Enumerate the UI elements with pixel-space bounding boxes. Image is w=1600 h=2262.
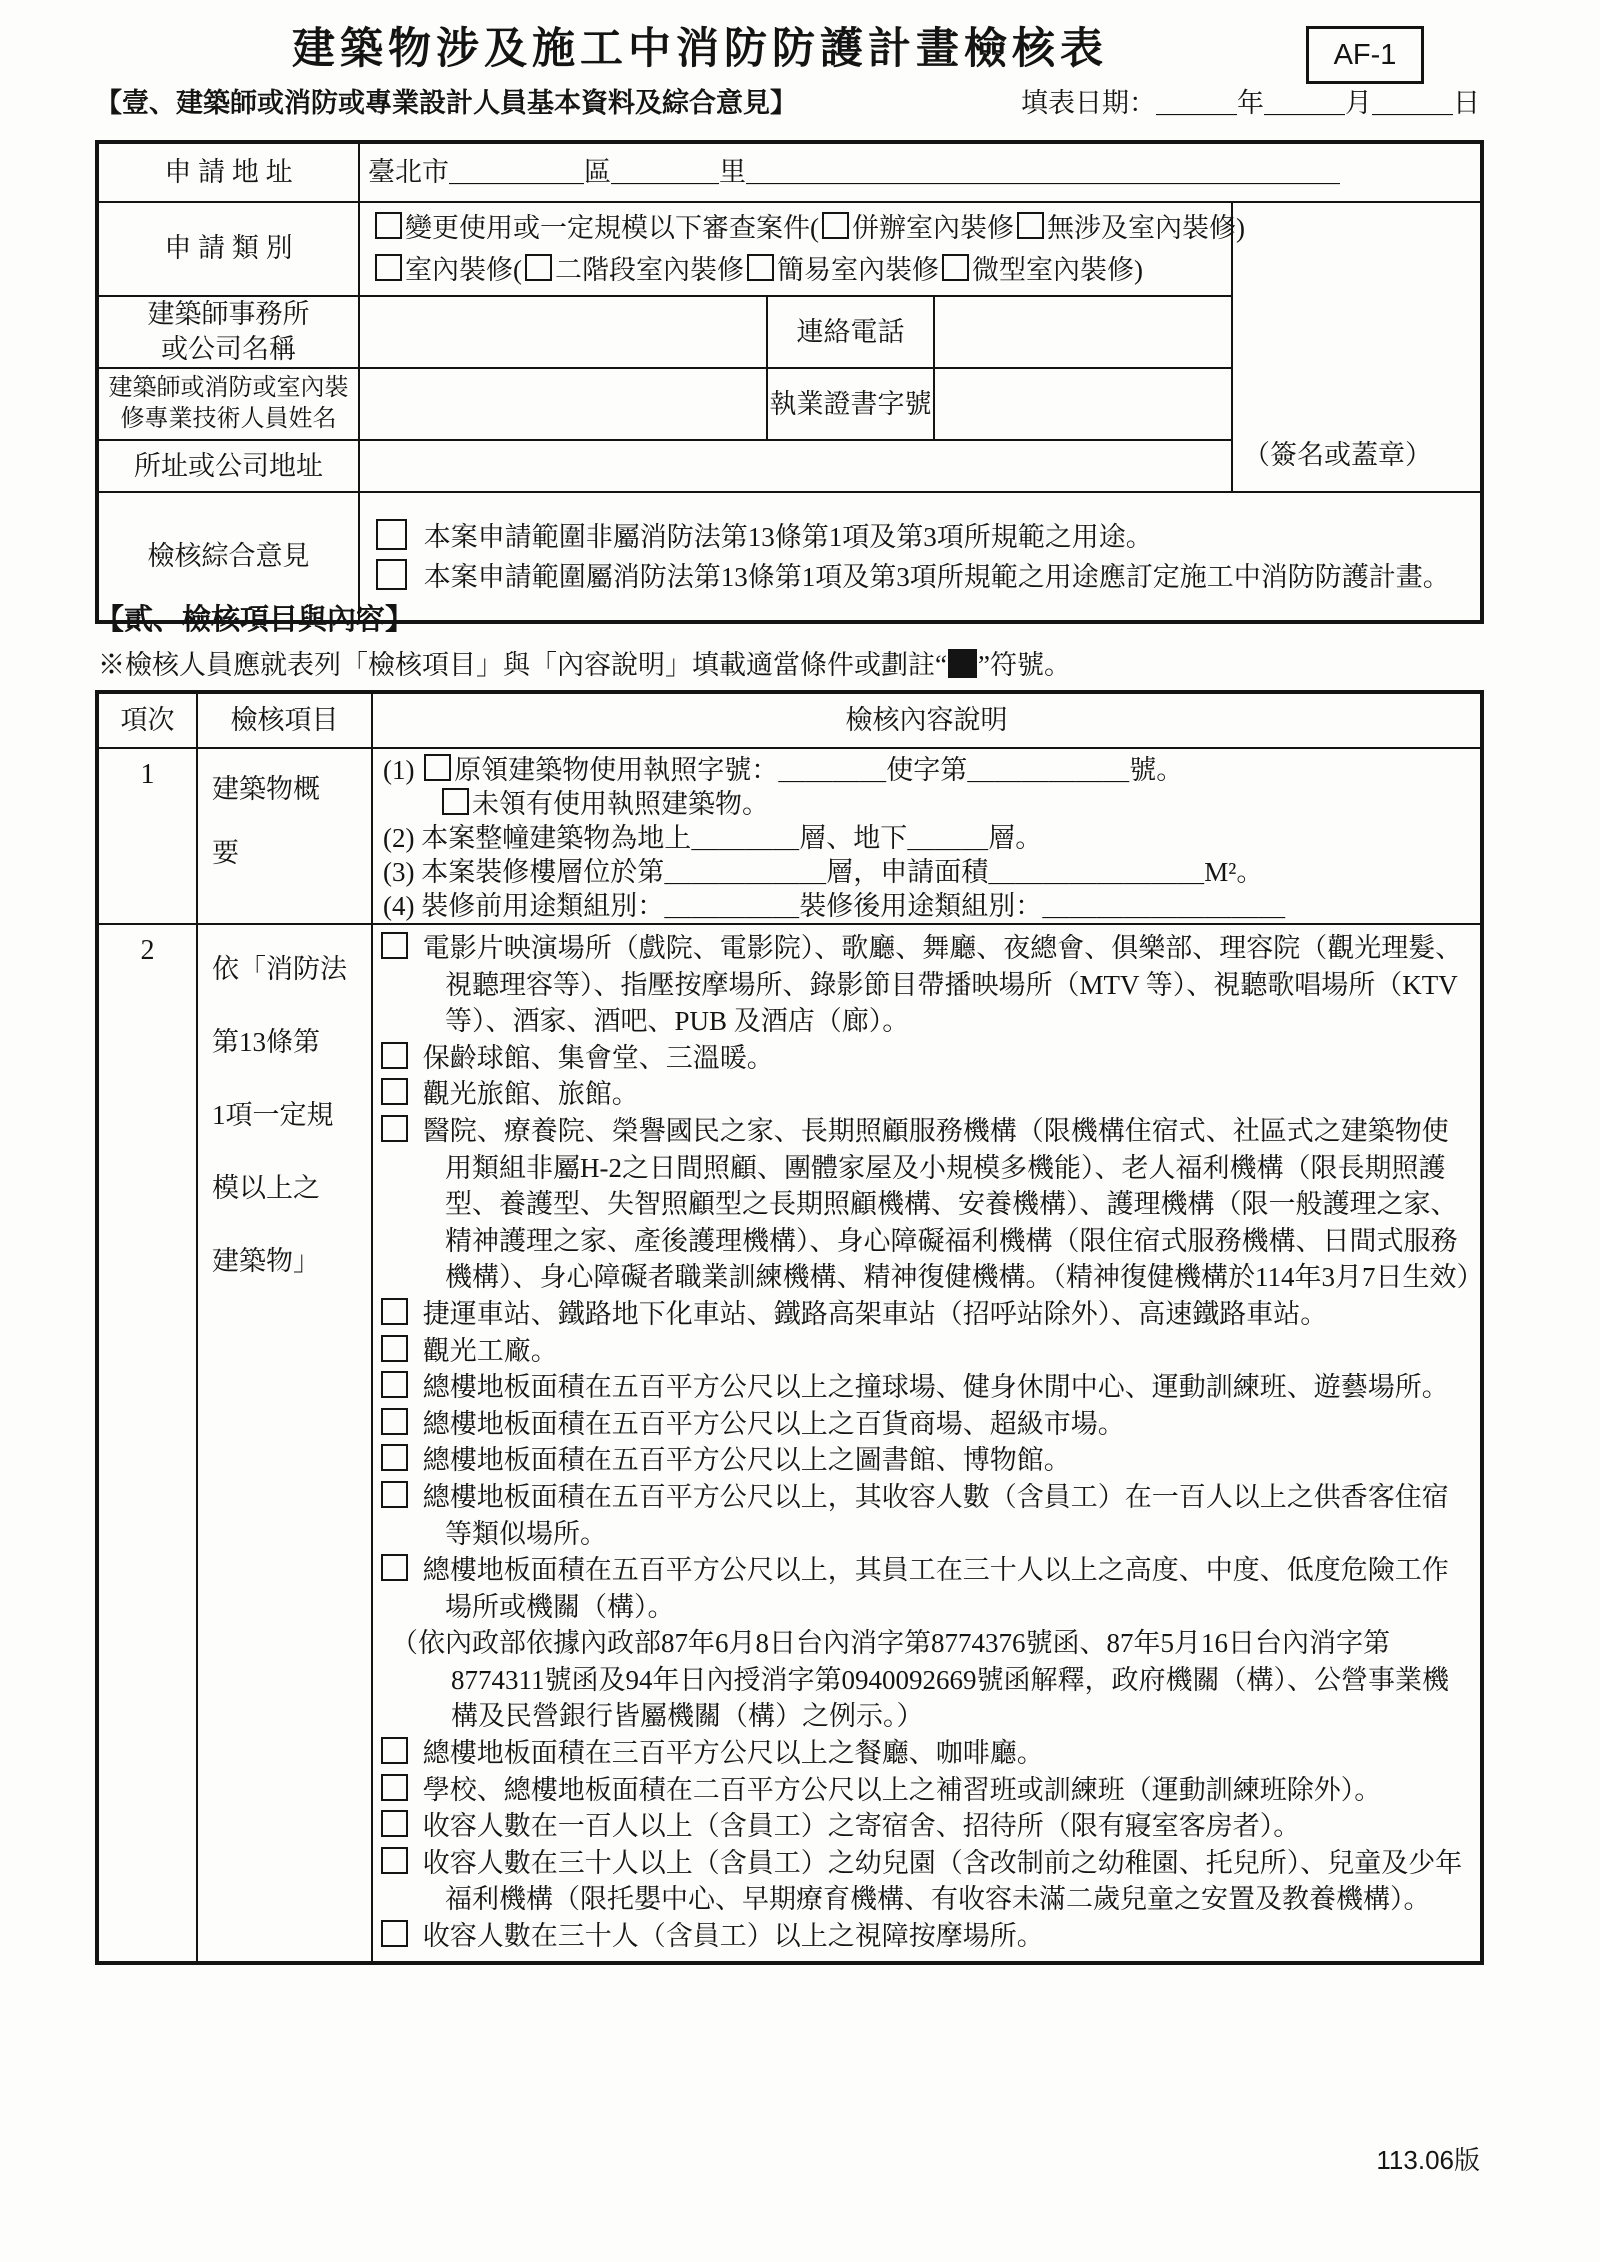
section2-note: ※檢核人員應就表列「檢核項目」與「內容說明」填載適當條件或劃註“ ”符號。: [98, 650, 1071, 680]
person-label-line: 建築師或消防或室內裝: [108, 375, 349, 401]
person-value-field: [359, 368, 767, 440]
checklist-header-row: [97, 692, 1482, 748]
phone-label: 連絡電話: [767, 296, 934, 368]
header-item-no: 項次: [97, 692, 197, 748]
section2-heading: 【貳、檢核項目與內容】: [95, 604, 415, 636]
section1-heading: 【壹、建築師或消防或專業設計人員基本資料及綜合意見】: [95, 88, 797, 118]
row2-content: [372, 924, 1482, 1963]
checkbox-icon: [381, 1737, 408, 1764]
row1-content: [372, 748, 1482, 924]
header-check-content: 檢核內容說明: [372, 692, 1482, 748]
checkbox-icon: [381, 1481, 408, 1508]
checkbox-icon: [381, 1371, 408, 1398]
section1-bar: [95, 86, 1480, 121]
row1-item-line: 要: [212, 838, 239, 868]
checklist-table: [95, 690, 1484, 1965]
row1-item: [197, 748, 372, 924]
checkbox-icon: [1017, 212, 1044, 239]
building-summary-line: (1) 原領建築物使用執照字號：＿＿＿＿使字第＿＿＿＿＿＿號。: [383, 755, 1184, 785]
checkbox-icon: [381, 1554, 408, 1581]
checkbox-icon: [381, 1847, 408, 1874]
checkbox-icon: [381, 1042, 408, 1069]
basic-info-table: [95, 140, 1484, 624]
address-label: 申 請 地 址: [97, 142, 359, 202]
version-label: 113.06版: [1376, 2145, 1480, 2175]
checklist-entry: 收容人數在一百人以上（含員工）之寄宿舍、招待所（限有寢室客房者）。: [379, 1808, 1472, 1845]
checkbox-icon: [822, 212, 849, 239]
opinion-option-line: 本案申請範圍非屬消防法第13條第1項及第3項所規範之用途。: [374, 517, 1466, 557]
row2-number: 2: [97, 924, 197, 1963]
checklist-entry: 收容人數在三十人以上（含員工）之幼兒園（含改制前之幼稚園、托兒所）、兒童及少年福利機構（限托嬰中心、早期療育機構、有收容未滿二歲兒童之安置及教養機構）。: [379, 1845, 1472, 1918]
checklist-entry: 觀光工廠。: [379, 1333, 1472, 1370]
checkbox-icon: [375, 212, 402, 239]
category-label: 申 請 類 別: [97, 202, 359, 296]
row-address: [97, 142, 1482, 202]
checkbox-icon: [381, 932, 408, 959]
row2-item-line: 依「消防法: [212, 954, 347, 984]
firm-value-field: [359, 296, 767, 368]
checklist-entry: 醫院、療養院、榮譽國民之家、長期照顧服務機構（限機構住宿式、社區式之建築物使用類組非屬H-2之日間照顧、團體家屋及小規模多機能）、老人福利機構（限長期照護型、養護型、失智照顧型之長期照顧機構、安養機構）、護理機構（限一般護理之家、精神護理之家、產後護理機構）、身心障礙福利機構（限住宿式服務機構、日間式服務機構）、身心障礙者職業訓練機構、精神復健機構。（精神復健機構於114年3月7日生效）: [379, 1113, 1472, 1296]
checklist-entry: 總樓地板面積在五百平方公尺以上之百貨商場、超級市場。: [379, 1406, 1472, 1443]
opinion-option-line: 本案申請範圍屬消防法第13條第1項及第3項所規範之用途應訂定施工中消防防護計畫。: [374, 557, 1466, 597]
license-value-field: [934, 368, 1232, 440]
firm-label-line: 建築師事務所: [147, 299, 310, 329]
row2-item-line: 1項一定規: [212, 1100, 334, 1130]
checklist-entry: 收容人數在三十人（含員工）以上之視障按摩場所。: [379, 1918, 1472, 1955]
opinion-label: 檢核綜合意見: [97, 492, 359, 622]
signature-cell: [1232, 202, 1482, 492]
checklist-entry: 總樓地板面積在五百平方公尺以上，其員工在三十人以上之高度、中度、低度危險工作場所或機關（構）。: [379, 1552, 1472, 1625]
checklist-entry: 總樓地板面積在五百平方公尺以上之圖書館、博物館。: [379, 1442, 1472, 1479]
checklist-entry: 保齡球館、集會堂、三溫暖。: [379, 1040, 1472, 1077]
opinion-value: [359, 492, 1482, 622]
checklist-entry: 總樓地板面積在五百平方公尺以上，其收容人數（含員工）在一百人以上之供香客住宿等類似場所。: [379, 1479, 1472, 1552]
building-summary-line: (3) 本案裝修樓層位於第＿＿＿＿＿＿層，申請面積＿＿＿＿＿＿＿＿M²。: [383, 857, 1264, 887]
checkbox-icon: [381, 1115, 408, 1142]
row1-item-line: 建築物概: [212, 774, 320, 804]
category-options: [368, 205, 1245, 293]
person-label-line: 修專業技術人員姓名: [120, 406, 337, 433]
checklist-entry: 總樓地板面積在三百平方公尺以上之餐廳、咖啡廳。: [379, 1735, 1472, 1772]
firm-label-line: 或公司名稱: [161, 334, 296, 365]
checklist-row-1: [97, 748, 1482, 924]
row2-item-line: 第13條第: [212, 1027, 320, 1057]
checkbox-icon: [376, 559, 407, 590]
office-label: 所址或公司地址: [97, 440, 359, 492]
checked-box-icon: [948, 649, 977, 678]
page-title: 建築物涉及施工中消防防護計畫檢核表: [292, 26, 1108, 73]
checklist-entry: 捷運車站、鐵路地下化車站、鐵路高架車站（招呼站除外）、高速鐵路車站。: [379, 1296, 1472, 1333]
checkbox-icon: [747, 254, 774, 281]
checkbox-icon: [942, 254, 969, 281]
checkbox-icon: [381, 1298, 408, 1325]
row2-item-line: 模以上之: [212, 1173, 320, 1203]
checkbox-icon: [381, 1920, 408, 1947]
form-code: AF-1: [1333, 39, 1397, 71]
signature-note: （簽名或蓋章）: [1243, 440, 1432, 471]
checkbox-icon: [525, 254, 552, 281]
checklist-entry: 觀光旅館、旅館。: [379, 1076, 1472, 1113]
checkbox-icon: [381, 1335, 408, 1362]
firm-label: [97, 296, 359, 368]
checklist-entry: （依內政部依據內政部87年6月8日台內消字第8774376號函、87年5月16日台內消字第8774311號函及94年日內授消字第0940092669號函解釋，政府機關（構）、公營事業機構及民營銀行皆屬機關（構）之例示。）: [391, 1628, 1449, 1732]
checklist-entry: 學校、總樓地板面積在二百平方公尺以上之補習班或訓練班（運動訓練班除外）。: [379, 1772, 1472, 1809]
checklist-row-2: [97, 924, 1482, 1963]
row2-item: [197, 924, 372, 1963]
row2-item-line: 建築物」: [212, 1246, 320, 1276]
header-check-item: 檢核項目: [197, 692, 372, 748]
checkbox-icon: [375, 254, 402, 281]
checkbox-icon: [424, 754, 451, 781]
category-option-line: 室內裝修( 二階段室內裝修 簡易室內裝修 微型室內裝修): [372, 249, 1219, 291]
checkbox-icon: [442, 788, 469, 815]
row1-number: 1: [97, 748, 197, 924]
person-label: [97, 368, 359, 440]
office-value-field: [359, 440, 1232, 492]
category-value: [359, 202, 1245, 296]
building-summary-line: (2) 本案整幢建築物為地上＿＿＿＿層、地下＿＿＿層。: [383, 823, 1043, 853]
building-summary-line: (4) 裝修前用途類組別：＿＿＿＿＿裝修後用途類組別：＿＿＿＿＿＿＿＿＿: [383, 891, 1286, 921]
checkbox-icon: [381, 1408, 408, 1435]
form-code-box: [1306, 26, 1424, 84]
license-label: 執業證書字號: [767, 368, 934, 440]
fill-date-line: 填表日期：＿＿＿年＿＿＿月＿＿＿日: [1021, 88, 1480, 118]
checkbox-icon: [381, 1774, 408, 1801]
row-category: [97, 202, 1482, 296]
checkbox-icon: [376, 519, 407, 550]
checklist-entry: 電影片映演場所（戲院、電影院）、歌廳、舞廳、夜總會、俱樂部、理容院（觀光理髮、視聽理容等）、指壓按摩場所、錄影節目帶播映場所（MTV 等）、視聽歌唱場所（KTV 等）、酒家、酒吧、PUB 及酒店（廊）。: [379, 930, 1472, 1040]
category-option-line: 變更使用或一定規模以下審查案件( 併辦室內裝修 無涉及室內裝修): [372, 207, 1219, 249]
checkbox-icon: [381, 1078, 408, 1105]
checkbox-icon: [381, 1444, 408, 1471]
checkbox-icon: [381, 1810, 408, 1837]
address-value: 臺北市＿＿＿＿＿區＿＿＿＿里＿＿＿＿＿＿＿＿＿＿＿＿＿＿＿＿＿＿＿＿＿＿: [359, 142, 1482, 202]
checklist-entry: 總樓地板面積在五百平方公尺以上之撞球場、健身休閒中心、運動訓練班、遊藝場所。: [379, 1369, 1472, 1406]
phone-value-field: [934, 296, 1232, 368]
building-summary-line: 未領有使用執照建築物。: [383, 787, 1472, 821]
opinion-options: [368, 513, 1472, 601]
